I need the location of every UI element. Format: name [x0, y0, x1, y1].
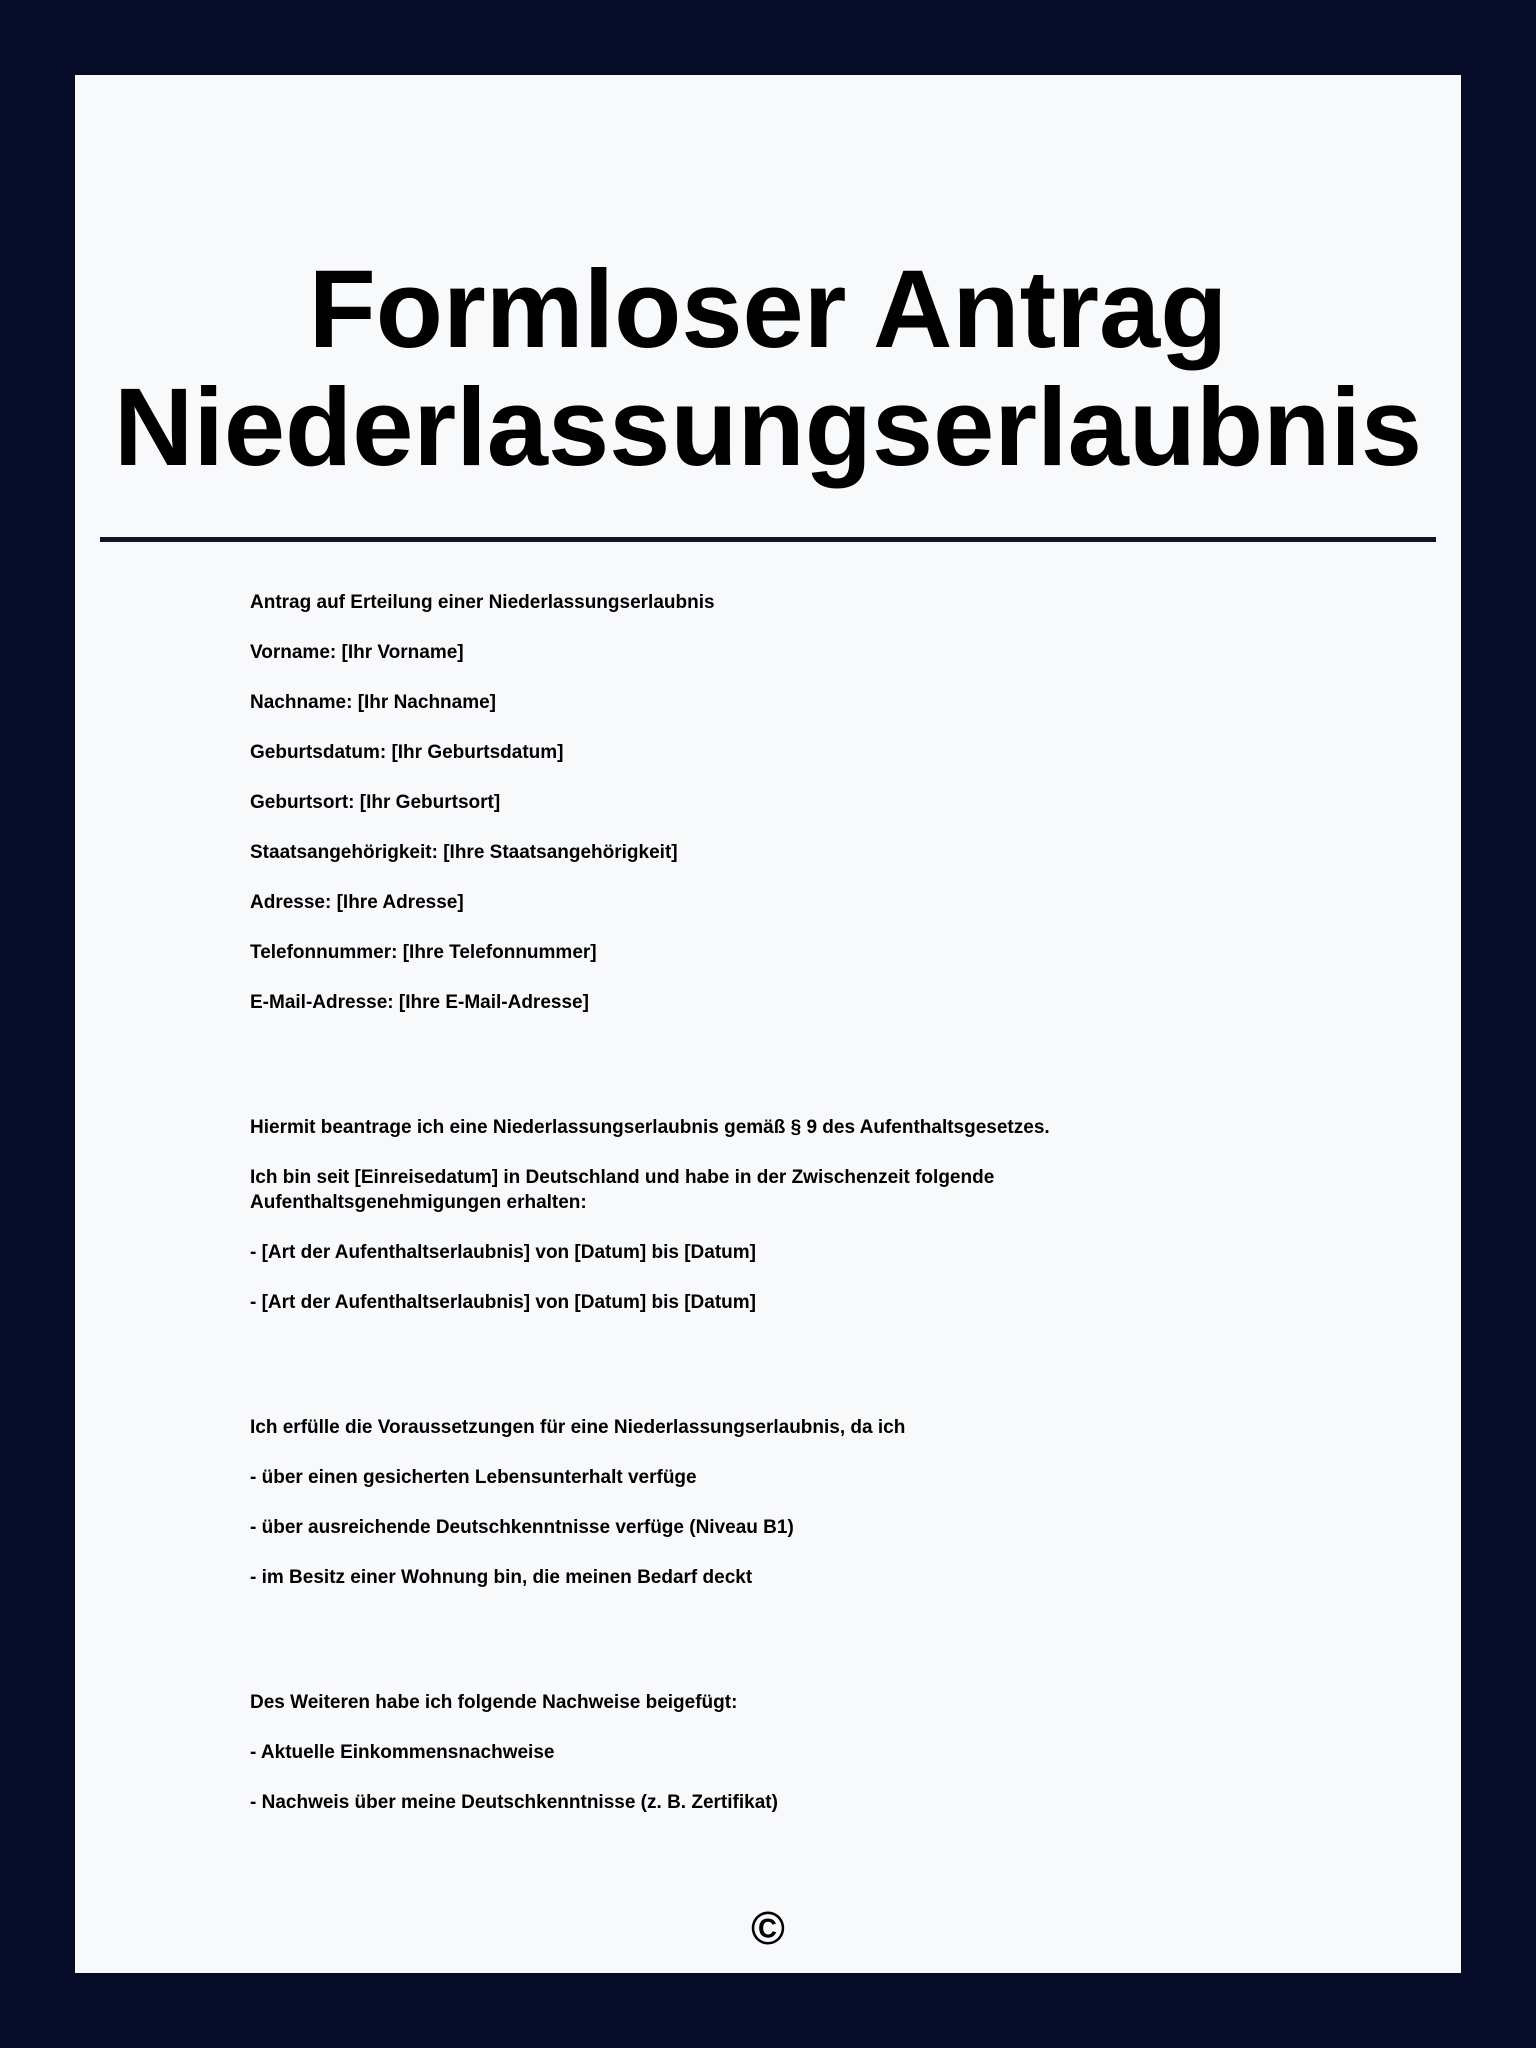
field-geburtsdatum: Geburtsdatum: [Ihr Geburtsdatum]: [250, 742, 564, 763]
form-heading: Antrag auf Erteilung einer Niederlassungserlaubnis: [250, 592, 715, 613]
page-title: [75, 248, 1461, 489]
field-adresse: Adresse: [Ihre Adresse]: [250, 892, 464, 913]
field-nachname: Nachname: [Ihr Nachname]: [250, 692, 497, 713]
field-vorname: Vorname: [Ihr Vorname]: [250, 642, 464, 663]
section3-item-1: - Aktuelle Einkommensnachweise: [250, 1742, 555, 1763]
field-staatsangehoerigkeit: Staatsangehörigkeit: [Ihre Staatsangehörigkeit]: [250, 842, 678, 863]
section1-item-1: - [Art der Aufenthaltserlaubnis] von [Datum] bis [Datum]: [250, 1242, 756, 1263]
section2-intro: Ich erfülle die Voraussetzungen für eine Niederlassungserlaubnis, da ich: [250, 1417, 906, 1438]
title-divider: [100, 537, 1436, 542]
field-telefon: Telefonnummer: [Ihre Telefonnummer]: [250, 942, 597, 963]
document-page: [75, 75, 1461, 1973]
section3-intro: Des Weiteren habe ich folgende Nachweise beigefügt:: [250, 1692, 738, 1713]
section1-intro: Hiermit beantrage ich eine Niederlassungserlaubnis gemäß § 9 des Aufenthaltsgesetzes.: [250, 1117, 1050, 1138]
section1-since: Ich bin seit [Einreisedatum] in Deutschland und habe in der Zwischenzeit folgende Aufenthaltsgenehmigungen erhalten:: [250, 1167, 995, 1213]
title-line-1: Formloser Antrag: [308, 248, 1228, 371]
section3-item-2: - Nachweis über meine Deutschkenntnisse (z. B. Zertifikat): [250, 1792, 778, 1813]
section2-item-3: - im Besitz einer Wohnung bin, die meinen Bedarf deckt: [250, 1567, 753, 1588]
copyright-icon: ©: [751, 1902, 785, 1954]
section1-item-2: - [Art der Aufenthaltserlaubnis] von [Datum] bis [Datum]: [250, 1292, 756, 1313]
section2-item-1: - über einen gesicherten Lebensunterhalt verfüge: [250, 1467, 697, 1488]
title-line-2: Niederlassungserlaubnis: [113, 366, 1423, 489]
field-email: E-Mail-Adresse: [Ihre E-Mail-Adresse]: [250, 992, 589, 1013]
section2-item-2: - über ausreichende Deutschkenntnisse verfüge (Niveau B1): [250, 1517, 794, 1538]
field-geburtsort: Geburtsort: [Ihr Geburtsort]: [250, 792, 501, 813]
